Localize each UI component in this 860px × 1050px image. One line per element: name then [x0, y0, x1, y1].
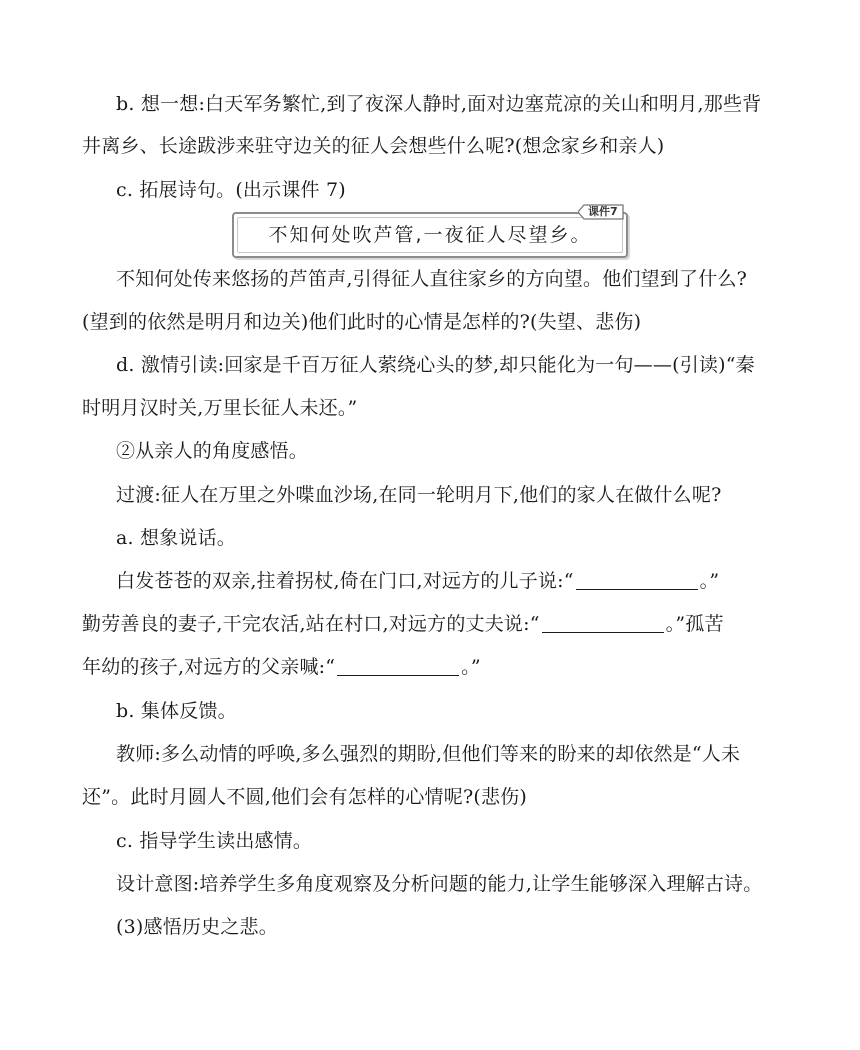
fill-in-line: 勤劳善良的妻子,干完农活,站在村口,对远方的丈夫说:“ 。”孤苦 — [82, 613, 724, 635]
fill-in-line: 白发苍苍的双亲,拄着拐杖,倚在门口,对远方的儿子说:“ 。” — [116, 570, 720, 592]
fill-blank[interactable] — [542, 612, 664, 633]
text-line: (望到的依然是明月和边关)他们此时的心情是怎样的?(失望、悲伤) — [82, 311, 642, 333]
text-line: 还”。此时月圆人不圆,他们会有怎样的心情呢?(悲伤) — [82, 786, 527, 808]
fill-blank[interactable] — [576, 569, 698, 590]
text-line: d. 激情引读:回家是千百万征人萦绕心头的梦,却只能化为一句——(引读)“秦 — [116, 354, 755, 376]
text-line: 时明月汉时关,万里长征人未还。” — [82, 397, 358, 419]
design-intent: 设计意图:培养学生多角度观察及分析问题的能力,让学生能够深入理解古诗。 — [116, 873, 763, 895]
text-line: c. 指导学生读出感情。 — [116, 830, 313, 852]
poem-line: 不知何处吹芦管,一夜征人尽望乡。 — [268, 224, 592, 246]
text-line: a. 想象说话。 — [116, 527, 237, 549]
text-line: b. 想一想:白天军务繁忙,到了夜深人静时,面对边塞荒凉的关山和明月,那些背 — [116, 93, 762, 115]
section-heading: (3)感悟历史之悲。 — [116, 916, 278, 938]
text-line: 井离乡、长途跋涉来驻守边关的征人会想些什么呢?(想念家乡和亲人) — [82, 135, 665, 157]
text-line: 过渡:征人在万里之外喋血沙场,在同一轮明月下,他们的家人在做什么呢? — [116, 484, 722, 506]
text-line: 不知何处传来悠扬的芦笛声,引得征人直往家乡的方向望。他们望到了什么? — [116, 268, 748, 290]
fill-blank[interactable] — [337, 655, 459, 676]
courseware-card — [232, 212, 628, 258]
courseware-tag — [578, 204, 624, 220]
text-line: c. 拓展诗句。(出示课件 7) — [116, 179, 346, 201]
text-line: b. 集体反馈。 — [116, 700, 237, 722]
courseware-tag-label: 课件7 — [588, 205, 618, 218]
fill-in-line: 年幼的孩子,对远方的父亲喊:“ 。” — [82, 656, 481, 678]
text-line: ②从亲人的角度感悟。 — [116, 440, 309, 462]
text-line: 教师:多么动情的呼唤,多么强烈的期盼,但他们等来的盼来的却依然是“人未 — [116, 743, 741, 765]
